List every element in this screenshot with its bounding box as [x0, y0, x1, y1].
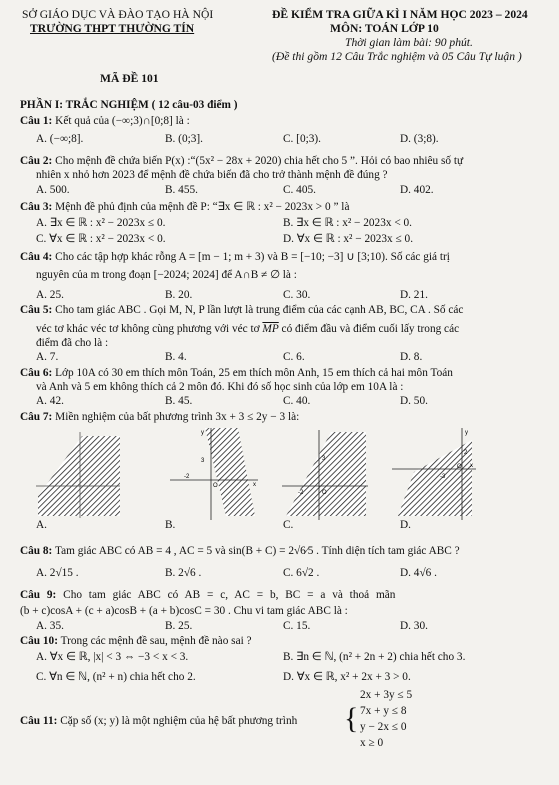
system-line-4: x ≥ 0 [360, 737, 384, 749]
svg-text:-2: -2 [184, 474, 190, 480]
q2-option-b[interactable]: B. 455. [165, 184, 198, 196]
question-5-line-3: điểm đã cho là : [36, 337, 109, 349]
question-text: Cặp số (x; y) là một nghiệm của hệ bất phương trình [60, 715, 298, 727]
svg-text:x: x [470, 463, 473, 469]
question-text: Kết quả của (−∞;3)∩[0;8] là : [55, 115, 190, 127]
subject-name: MÔN: TOÁN LỚP 10 [330, 22, 439, 35]
q3-option-d[interactable]: D. ∀x ∈ ℝ : x² − 2023x ≤ 0. [283, 233, 414, 245]
graph-option-d[interactable] [392, 428, 476, 520]
q4-option-c[interactable]: C. 30. [283, 289, 311, 301]
question-number: Câu 5: [20, 304, 53, 316]
svg-text:O: O [213, 483, 218, 489]
q2-option-d[interactable]: D. 402. [400, 184, 434, 196]
svg-text:x: x [253, 482, 256, 488]
q6-option-b[interactable]: B. 45. [165, 395, 193, 407]
question-number: Câu 6: [20, 367, 53, 379]
q4-option-d[interactable]: D. 21. [400, 289, 428, 301]
q10-option-a[interactable]: A. ∀x ∈ ℝ, |x| < 3 ⇔ −3 < x < 3. [36, 651, 189, 663]
system-line-2: 7x + y ≤ 8 [360, 705, 407, 717]
exam-structure-note: (Đề thi gồm 12 Câu Trắc nghiệm và 05 Câu Tự luận ) [272, 50, 522, 63]
q10-option-d[interactable]: D. ∀x ∈ ℝ, x² + 2x + 3 > 0. [283, 671, 411, 683]
q1-option-c[interactable]: C. [0;3). [283, 133, 321, 145]
svg-text:O: O [322, 490, 327, 496]
question-text: Cho các tập hợp khác rỗng A = [m − 1; m + 3) và B = [−10; −3] ∪ [3;10). Số các giá trị [55, 251, 450, 263]
graph-option-c[interactable] [282, 430, 368, 520]
q7-option-d[interactable]: D. [400, 519, 411, 531]
department-name: SỞ GIÁO DỤC VÀ ĐÀO TẠO HÀ NỘI [22, 8, 214, 21]
question-10 [20, 634, 540, 648]
system-line-3: y − 2x ≤ 0 [360, 721, 407, 733]
exam-duration: Thời gian làm bài: 90 phút. [345, 36, 473, 49]
graph-option-a[interactable] [36, 432, 120, 518]
q8-option-c[interactable]: C. 6√2 . [283, 567, 320, 579]
question-number: Câu 3: [20, 201, 53, 213]
svg-text:3: 3 [201, 458, 205, 464]
question-4-line-2: nguyên của m trong đoạn [−2024; 2024] để A∩B ≠ ∅ là : [36, 269, 297, 281]
q5-option-c[interactable]: C. 6. [283, 351, 305, 363]
q8-option-a[interactable]: A. 2√15 . [36, 567, 79, 579]
q7-option-c[interactable]: C. [283, 519, 294, 531]
question-7 [20, 410, 540, 424]
question-number: Câu 8: [20, 545, 53, 557]
q6-option-c[interactable]: C. 40. [283, 395, 311, 407]
svg-text:y: y [465, 430, 468, 436]
question-8 [20, 544, 540, 558]
question-6 [20, 366, 540, 380]
q1-option-b[interactable]: B. (0;3]. [165, 133, 203, 145]
question-5-line-2: véc tơ khác véc tơ không cùng phương với véc tơ $\overline{MP}$ có điểm đầu và điểm cuối lấy trong các [36, 323, 460, 335]
question-number: Câu 7: [20, 411, 53, 423]
question-text: Cho tam giác ABC có AB = c, AC = b, BC = a và thoả mãn [63, 589, 396, 601]
svg-text:y: y [201, 430, 204, 436]
question-9-line-2: (b + c)cosA + (c + a)cosB + (a + b)cosC = 30 . Chu vi tam giác ABC là : [20, 605, 348, 617]
question-text: Mệnh đề phủ định của mệnh đề P: “∃x ∈ ℝ : x² − 2023x > 0 ” là [55, 201, 350, 213]
q10-option-c[interactable]: C. ∀n ∈ ℕ, (n² + n) chia hết cho 2. [36, 671, 196, 683]
q1-option-a[interactable]: A. (−∞;8]. [36, 133, 84, 145]
q7-option-a[interactable]: A. [36, 519, 47, 531]
question-number: Câu 11: [20, 715, 58, 727]
q3-option-a[interactable]: A. ∃x ∈ ℝ : x² − 2023x ≤ 0. [36, 217, 166, 229]
question-text: Tam giác ABC có AB = 4 , AC = 5 và sin(B + C) = 2√6⁄5 . Tính diện tích tam giác ABC ? [54, 545, 460, 557]
question-11 [20, 714, 540, 728]
q4-option-a[interactable]: A. 25. [36, 289, 64, 301]
q2-option-c[interactable]: C. 405. [283, 184, 316, 196]
question-3 [20, 200, 540, 214]
q6-option-a[interactable]: A. 42. [36, 395, 64, 407]
q5-option-d[interactable]: D. 8. [400, 351, 423, 363]
q3-option-c[interactable]: C. ∀x ∈ ℝ : x² − 2023x < 0. [36, 233, 166, 245]
part-one-heading: PHẦN I: TRẮC NGHIỆM ( 12 câu-03 điểm ) [20, 99, 238, 111]
question-number: Câu 2: [20, 155, 53, 167]
graph-option-b[interactable] [170, 428, 258, 520]
question-text: Cho tam giác ABC . Gọi M, N, P lần lượt là trung điểm của các cạnh AB, BC, CA . Số các [55, 304, 464, 316]
q4-option-b[interactable]: B. 20. [165, 289, 193, 301]
q9-option-a[interactable]: A. 35. [36, 620, 64, 632]
q10-option-b[interactable]: B. ∃n ∈ ℕ, (n² + 2n + 2) chia hết cho 3. [283, 651, 466, 663]
q9-option-d[interactable]: D. 30. [400, 620, 428, 632]
svg-text:O: O [457, 464, 462, 470]
svg-text:3: 3 [322, 456, 326, 462]
solution-region-graphs [20, 424, 540, 530]
question-5 [20, 303, 540, 317]
svg-text:2: 2 [464, 450, 468, 456]
q9-option-b[interactable]: B. 25. [165, 620, 193, 632]
exam-title: ĐỀ KIỂM TRA GIỮA KÌ I NĂM HỌC 2023 – 2024 [272, 8, 528, 21]
system-line-1: 2x + 3y ≤ 5 [360, 689, 413, 701]
q9-option-c[interactable]: C. 15. [283, 620, 311, 632]
q2-option-a[interactable]: A. 500. [36, 184, 70, 196]
question-text: Miền nghiệm của bất phương trình 3x + 3 ≤ 2y − 3 là: [55, 411, 300, 423]
question-number: Câu 4: [20, 251, 53, 263]
question-number: Câu 9: [20, 589, 57, 601]
question-number: Câu 10: [20, 635, 58, 647]
q5-option-a[interactable]: A. 7. [36, 351, 59, 363]
question-text: Trong các mệnh đề sau, mệnh đề nào sai ? [60, 635, 252, 647]
svg-text:-2: -2 [298, 490, 304, 496]
question-2 [20, 154, 540, 168]
q3-option-b[interactable]: B. ∃x ∈ ℝ : x² − 2023x < 0. [283, 217, 412, 229]
question-1 [20, 114, 540, 128]
svg-text:-3: -3 [440, 474, 446, 480]
q8-option-b[interactable]: B. 2√6 . [165, 567, 202, 579]
question-text: Cho mệnh đề chứa biến P(x) :“(5x² − 28x + 2020) chia hết cho 5 ”. Hỏi có bao nhiêu số tự [55, 155, 464, 167]
q1-option-d[interactable]: D. (3;8). [400, 133, 439, 145]
system-brace: { [344, 702, 359, 735]
q6-option-d[interactable]: D. 50. [400, 395, 428, 407]
question-4 [20, 250, 540, 264]
question-6-line-2: và Anh và 5 em không thích cả 2 môn đó. Khi đó số học sinh của lớp em 10A là : [36, 381, 404, 393]
exam-code: MÃ ĐỀ 101 [100, 72, 159, 85]
question-9 [20, 588, 540, 602]
vector-mp: $\overline{MP}$ [262, 323, 279, 335]
question-text: Lớp 10A có 30 em thích môn Toán, 25 em thích môn Anh, 15 em thích cả hai môn Toán [55, 367, 453, 379]
q5-option-b[interactable]: B. 4. [165, 351, 187, 363]
school-name: TRƯỜNG THPT THƯỜNG TÍN [30, 22, 195, 35]
question-number: Câu 1: [20, 115, 53, 127]
q7-option-b[interactable]: B. [165, 519, 176, 531]
question-2-line-2: nhiên x nhỏ hơn 2023 để mệnh đề chứa biến đã cho trở thành mệnh đề đúng ? [36, 169, 388, 181]
q8-option-d[interactable]: D. 4√6 . [400, 567, 437, 579]
